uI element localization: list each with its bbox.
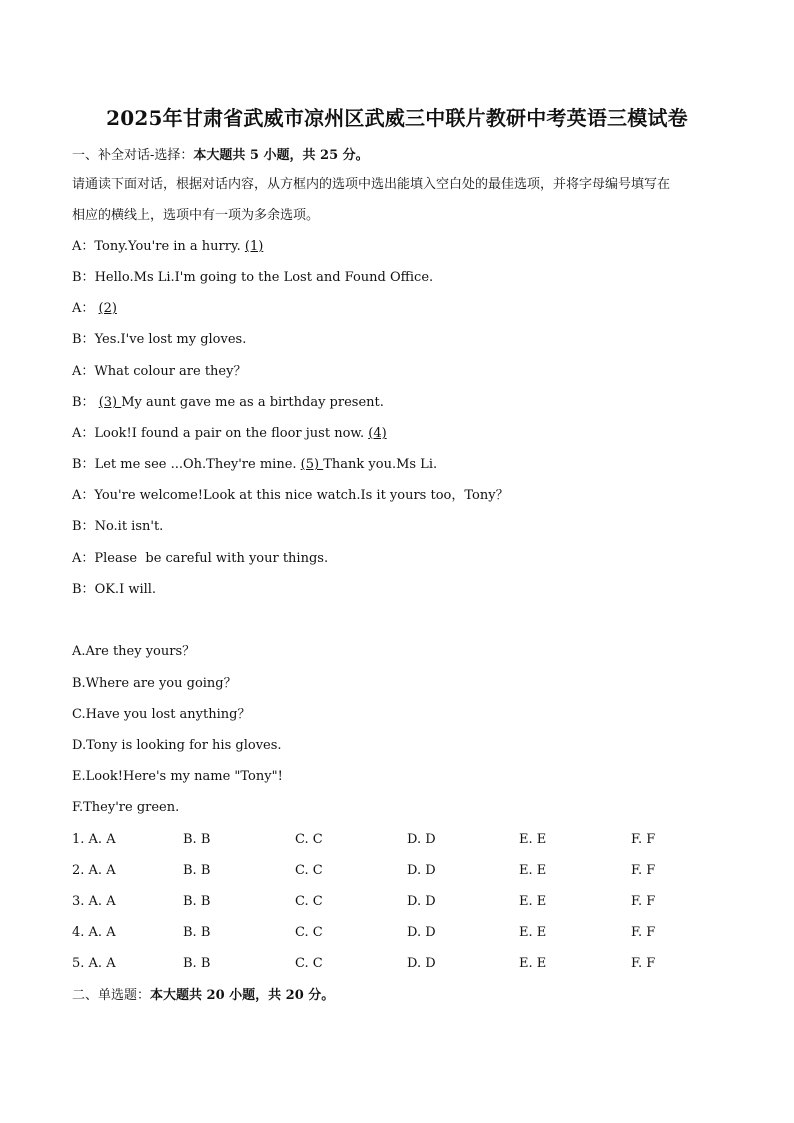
answer-row [72, 923, 752, 943]
blank-5[interactable]: (5) [300, 457, 324, 472]
dialogue-text: Look!I found a pair on the floor just now. [94, 426, 369, 441]
section-1-heading-detail: 本大题共 5 小题，共 25 分。 [193, 148, 369, 163]
answer-option[interactable]: E. E [519, 894, 547, 909]
speaker-label: A： [72, 426, 95, 441]
section-2-heading-detail: 本大题共 20 小题，共 20 分。 [150, 988, 335, 1003]
answer-option[interactable]: C. C [295, 863, 323, 878]
instruction-line-1: 请通读下面对话，根据对话内容，从方框内的选项中选出能填入空白处的最佳选项，并将字母编号填写在 [72, 177, 671, 192]
answer-option[interactable]: 2. A. A [72, 863, 116, 878]
answer-row [72, 861, 752, 881]
answer-option[interactable]: 5. A. A [72, 956, 116, 971]
answer-option[interactable]: D. D [407, 863, 436, 878]
answer-option[interactable]: D. D [407, 894, 436, 909]
choice-option-e: E.Look!Here's my name "Tony"! [72, 769, 283, 784]
dialogue-line [72, 299, 117, 319]
speaker-label: A： [72, 239, 95, 254]
answer-option[interactable]: C. C [295, 956, 323, 971]
dialogue-line [72, 517, 163, 537]
speaker-label: B： [72, 457, 95, 472]
answer-option[interactable]: D. D [407, 832, 436, 847]
answer-option[interactable]: E. E [519, 956, 547, 971]
answer-option[interactable]: B. B [183, 925, 211, 940]
answer-option[interactable]: B. B [183, 863, 211, 878]
answer-option[interactable]: D. D [407, 956, 436, 971]
choice-option-f: F.They're green. [72, 800, 180, 815]
section-2-heading-prefix: 二、单选题： [72, 988, 151, 1003]
answer-option[interactable]: 3. A. A [72, 894, 116, 909]
speaker-label: B： [72, 582, 95, 597]
choice-option-c: C.Have you lost anything？ [72, 707, 251, 722]
answer-option[interactable]: F. F [631, 863, 656, 878]
dialogue-text: Yes.I've lost my gloves. [94, 332, 247, 347]
choice-option-d: D.Tony is looking for his gloves. [72, 738, 282, 753]
choice-option-a: A.Are they yours？ [72, 644, 196, 659]
speaker-label: A： [72, 488, 95, 503]
dialogue-line [72, 393, 384, 413]
answer-row [72, 954, 752, 974]
dialogue-text: Hello.Ms Li.I'm going to the Lost and Found Office. [94, 270, 434, 285]
dialogue-line [72, 486, 509, 506]
speaker-label: B： [72, 270, 95, 285]
dialogue-text: What colour are they？ [94, 364, 247, 379]
page-title: 2025年甘肃省武威市凉州区武威三中联片教研中考英语三模试卷 [106, 106, 688, 130]
section-1-heading [72, 146, 369, 166]
dialogue-text: You're welcome!Look at this nice watch.Is it yours too，Tony？ [94, 488, 509, 503]
speaker-label: A： [72, 301, 95, 316]
speaker-label: A： [72, 364, 95, 379]
answer-option[interactable]: 4. A. A [72, 925, 116, 940]
speaker-label: B： [72, 332, 95, 347]
answer-option[interactable]: E. E [519, 863, 547, 878]
blank-2[interactable]: (2) [98, 301, 117, 316]
answer-option[interactable]: D. D [407, 925, 436, 940]
section-1-heading-prefix: 一、补全对话-选择： [72, 148, 194, 163]
dialogue-text: Please be careful with your things. [94, 551, 329, 566]
blank-1[interactable]: (1) [244, 239, 264, 254]
answer-option[interactable]: E. E [519, 832, 547, 847]
speaker-label: B： [72, 395, 95, 410]
speaker-label: B： [72, 519, 95, 534]
dialogue-line [72, 549, 328, 569]
answer-row [72, 830, 752, 850]
dialogue-line [72, 268, 433, 288]
blank-4[interactable]: (4) [368, 426, 387, 441]
answer-option[interactable]: 1. A. A [72, 832, 116, 847]
answer-option[interactable]: C. C [295, 925, 323, 940]
answer-option[interactable]: C. C [295, 894, 323, 909]
answer-row [72, 892, 752, 912]
answer-option[interactable]: F. F [631, 894, 656, 909]
answer-option[interactable]: B. B [183, 956, 211, 971]
answer-option[interactable]: B. B [183, 832, 211, 847]
blank-3[interactable]: (3) [98, 395, 122, 410]
dialogue-line [72, 455, 437, 475]
section-2-heading [72, 986, 334, 1006]
answer-option[interactable]: B. B [183, 894, 211, 909]
dialogue-line [72, 330, 246, 350]
answer-option[interactable]: E. E [519, 925, 547, 940]
dialogue-line [72, 237, 263, 257]
speaker-label: A： [72, 551, 95, 566]
answer-option[interactable]: F. F [631, 832, 656, 847]
choice-option-b: B.Where are you going？ [72, 676, 237, 691]
dialogue-text: Let me see ...Oh.They're mine. [94, 457, 301, 472]
dialogue-text: Thank you.Ms Li. [323, 457, 438, 472]
answer-option[interactable]: F. F [631, 956, 656, 971]
instruction-line-2: 相应的横线上，选项中有一项为多余选项。 [72, 208, 320, 223]
answer-option[interactable]: F. F [631, 925, 656, 940]
dialogue-text: My aunt gave me as a birthday present. [121, 395, 384, 410]
dialogue-line [72, 424, 387, 444]
dialogue-text: No.it isn't. [94, 519, 164, 534]
dialogue-text: Tony.You're in a hurry. [94, 239, 245, 254]
dialogue-text: OK.I will. [94, 582, 157, 597]
dialogue-line [72, 580, 156, 600]
dialogue-line [72, 362, 246, 382]
answer-option[interactable]: C. C [295, 832, 323, 847]
